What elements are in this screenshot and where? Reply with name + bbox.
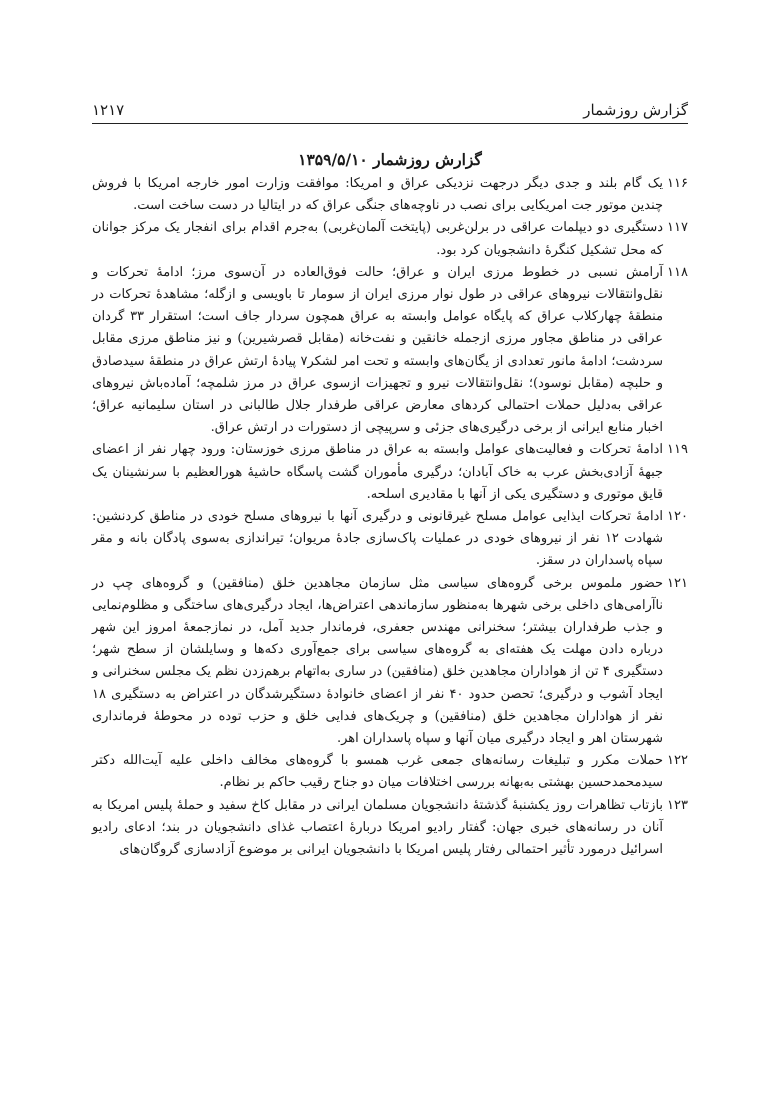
entry-number: ۱۲۰ [667, 509, 688, 525]
entry-text: آرامش نسبی در خطوط مرزی ایران و عراق؛ حالت فوق‌العاده در آن‌سوی مرز؛ ادامهٔ تحرکات و نقل‌وانتقالات نیروهای عراقی در طول نوار مرزی ایران از سومار تا باویسی و ازگله؛ مشاهدهٔ تحرکات در منطقهٔ چهارکلاب عراق که پایگاه عوامل وابسته به عراق همچون سردار جاف است؛ استقرار ۳۳ گردان عراقی در مناطق مجاور مرزی ازجمله خانقین و نفت‌خانه (مقابل قصرشیرین) و نیز مناطق مرزی مقابل سردشت؛ ادامهٔ مانور تعدادی از یگان‌های وابسته و تحت امر لشکر۷ پیادهٔ ارتش عراق در منطقهٔ سیدصادق و حلبچه (مقابل نوسود)؛ نقل‌وانتقالات نیرو و تجهیزات ازسوی عراق در مرز شلمچه؛ آماده‌باش نیروهای عراقی به‌دلیل حملات احتمالی کردهای معارض عراقی طرفدار جلال طالبانی در استان سلیمانیه عراق؛ اخبار منابع ایرانی از برخی درگیری‌های جزئی و سرپیچی از دستورات در ارتش عراق. [92, 264, 664, 436]
entry-number: ۱۱۷ [667, 220, 688, 236]
entry-number: ۱۲۳ [667, 797, 688, 813]
entry-116 [92, 173, 688, 217]
entry-121 [92, 573, 688, 751]
entry-number: ۱۱۸ [667, 264, 688, 280]
entry-text: بازتاب تظاهرات روز یکشنبهٔ گذشتهٔ دانشجویان مسلمان ایرانی در مقابل کاخ سفید و حملهٔ پلیس امریکا به آنان در رسانه‌های خبری جهان: گفتار رادیو امریکا دربارهٔ اعتصاب غذای دانشجویان در بند؛ ادعای رادیو اسرائیل درمورد تأثیر احتمالی رفتار پلیس امریکا با دانشجویان ایرانی بر موضوع آزادسازی گروگان‌های [92, 797, 664, 858]
entry-123 [92, 795, 688, 862]
page-number: ۱۲۱۷ [92, 101, 125, 119]
entry-number: ۱۱۶ [667, 176, 688, 191]
entry-number: ۱۲۱ [667, 575, 688, 591]
entry-122 [92, 750, 688, 794]
running-title: گزارش روزشمار [583, 101, 688, 119]
entry-119 [92, 439, 688, 506]
entry-text: حضور ملموس برخی گروه‌های سیاسی مثل سازمان مجاهدین خلق (منافقین) و گروه‌های چپ در ناآرامی‌های داخلی برخی شهرها به‌منظور سازماندهی اعتراض‌ها، ایجاد درگیری‌های ساختگی و مظلوم‌نمایی و جذب طرفداران بیشتر؛ سخنرانی مهندس جعفری، فرماندار جدید آمل، در نمازجمعهٔ امروز این شهر درباره دادن مهلت یک هفته‌ای به گروه‌های سیاسی برای جمع‌آوری دکه‌ها و وسایلشان از سطح شهر؛ دستگیری ۴ تن از هواداران مجاهدین خلق (منافقین) در ساری به‌اتهام برهم‌زدن نظم یک مجلس سخنرانی و ایجاد آشوب و درگیری؛ تحصن حدود ۴۰ نفر از اعضای خانوادهٔ دستگیرشدگان در اعتراض به دستگیری ۱۸ نفر از هواداران مجاهدین خلق (منافقین) و چریک‌های فدایی خلق و حزب توده در محوطهٔ فرمانداری شهرستان اهر و ایجاد درگیری میان آنها و سپاه پاسداران اهر. [92, 575, 664, 747]
entry-text: ادامهٔ تحرکات ایذایی عوامل مسلح غیرقانونی و درگیری آنها با نیروهای مسلح خودی در مناطق کردنشین: شهادت ۱۲ نفر از نیروهای خودی در عملیات پاک‌سازی جادهٔ مریوان؛ تیراندازی به‌سوی پادگان بانه و مقر سپاه پاسداران در سقز. [92, 509, 664, 569]
entry-120 [92, 506, 688, 573]
entry-text: ادامهٔ تحرکات و فعالیت‌های عوامل وابسته به عراق در مناطق مرزی خوزستان: ورود چهار نفر از اعضای جبههٔ آزادی‌بخش عرب به خاک آبادان؛ درگیری مأموران گشت پاسگاه حاشیهٔ هورالعظیم با سرنشینان یک قایق موتوری و دستگیری یکی از آنها با مقادیری اسلحه. [92, 442, 664, 502]
entry-118 [92, 262, 688, 440]
entry-text: یک گام بلند و جدی دیگر درجهت نزدیکی عراق و امریکا: موافقت وزارت امور خارجه امریکا با فروش چندین موتور جت امریکایی برای نصب در ناوچه‌های جنگی عراق که در ایتالیا در دست ساخت است. [92, 176, 664, 214]
entries-list [92, 173, 688, 861]
report-title: گزارش روزشمار ۱۳۵۹/۵/۱۰ [298, 150, 482, 169]
entry-number: ۱۱۹ [667, 442, 688, 458]
entry-number: ۱۲۲ [667, 753, 688, 769]
entry-117 [92, 217, 688, 261]
entry-text: دستگیری دو دیپلمات عراقی در برلن‌غربی (پایتخت آلمان‌غربی) به‌جرم اقدام برای انفجار یک مرکز جوانان که محل تشکیل کنگرهٔ دانشجویان کرد بود. [92, 220, 664, 258]
running-header [92, 93, 688, 124]
entry-text: حملات مکرر و تبلیغات رسانه‌های جمعی غرب همسو با گروه‌های مخالف داخلی علیه آیت‌الله دکتر سیدمحمدحسین بهشتی به‌بهانه بررسی اختلافات میان دو جناح رقیب حاکم بر نظام. [92, 753, 664, 791]
